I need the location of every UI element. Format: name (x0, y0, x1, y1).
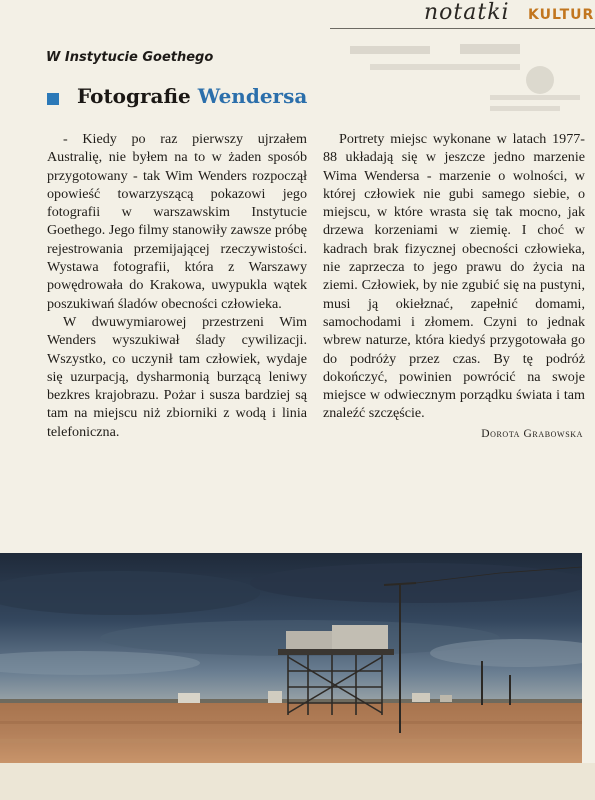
header-brand-section: KULTUR (528, 7, 595, 23)
right-paragraph-1: Portrety miejsc wykonane w latach 1977-88 układają się w jeszcze jedno marzenie Wima Wendersa - marzenie o wolności, w której człowiek nie gubi samego siebie, o miejscu, w które wrasta się tak mocno, jak drzewa korzeniami w ziemię. I choć w kadrach brak fizycznej obecności człowieka, nie zaprzecza to jego prawu do życia na ziemi. Człowiek, by nie zgubić się na pustyni, musi ją okiełznać, zapełnić domami, samochodami i złomem. Czyni to jednak wbrew naturze, która kiedyś przygotowała go do podróży przez czas. By tę podróż dokończyć, powinien powrócić na swoje miejsce w odwiecznym porządku świata i tam znaleźć szczęście. (323, 131, 585, 422)
bleed-through-texture (340, 40, 590, 120)
header-brand-script: notatki (424, 0, 510, 25)
left-paragraph-1: - Kiedy po raz pierwszy ujrzałem Australię, nie byłem na to w żaden sposób przygotowany - tak Wim Wenders rozpoczął opowieść towarzyszącą pokazowi jego fotografii w warszawskim Instytucie Goethego. Jego filmy stanowiły zawsze próbę rejestrowania przemijającej rzeczywistości. Wystawa fotografii, która z Warszawy powędrowała do Krakowa, uwypukla wątek poszukiwań śladów obecności człowieka. (47, 131, 307, 312)
left-paragraph-2: W dwuwymiarowej przestrzeni Wim Wenders wyszukiwał ślady cywilizacji. Wszystko, co uczynił tam człowiek, wydaje się uzurpacją, dysharmonią burzącą leniwy bezkres krajobrazu. Pożar i susza bardziej są tam na miejscu niż zbiorniki z wodą i linia telefoniczna. (47, 313, 307, 440)
title-part-2: Wendersa (197, 84, 308, 108)
author-byline: Dorota Grabowska (481, 427, 583, 440)
section-label: W Instytucie Goethego (46, 50, 214, 65)
title-bullet-square (47, 93, 59, 105)
outback-water-tower-photo (0, 553, 582, 763)
right-column (323, 130, 585, 443)
header-rule (330, 28, 595, 29)
title-part-1: Fotografie (77, 84, 191, 108)
article-title (77, 84, 307, 108)
left-column (47, 130, 307, 441)
bottom-page-area (0, 763, 595, 800)
